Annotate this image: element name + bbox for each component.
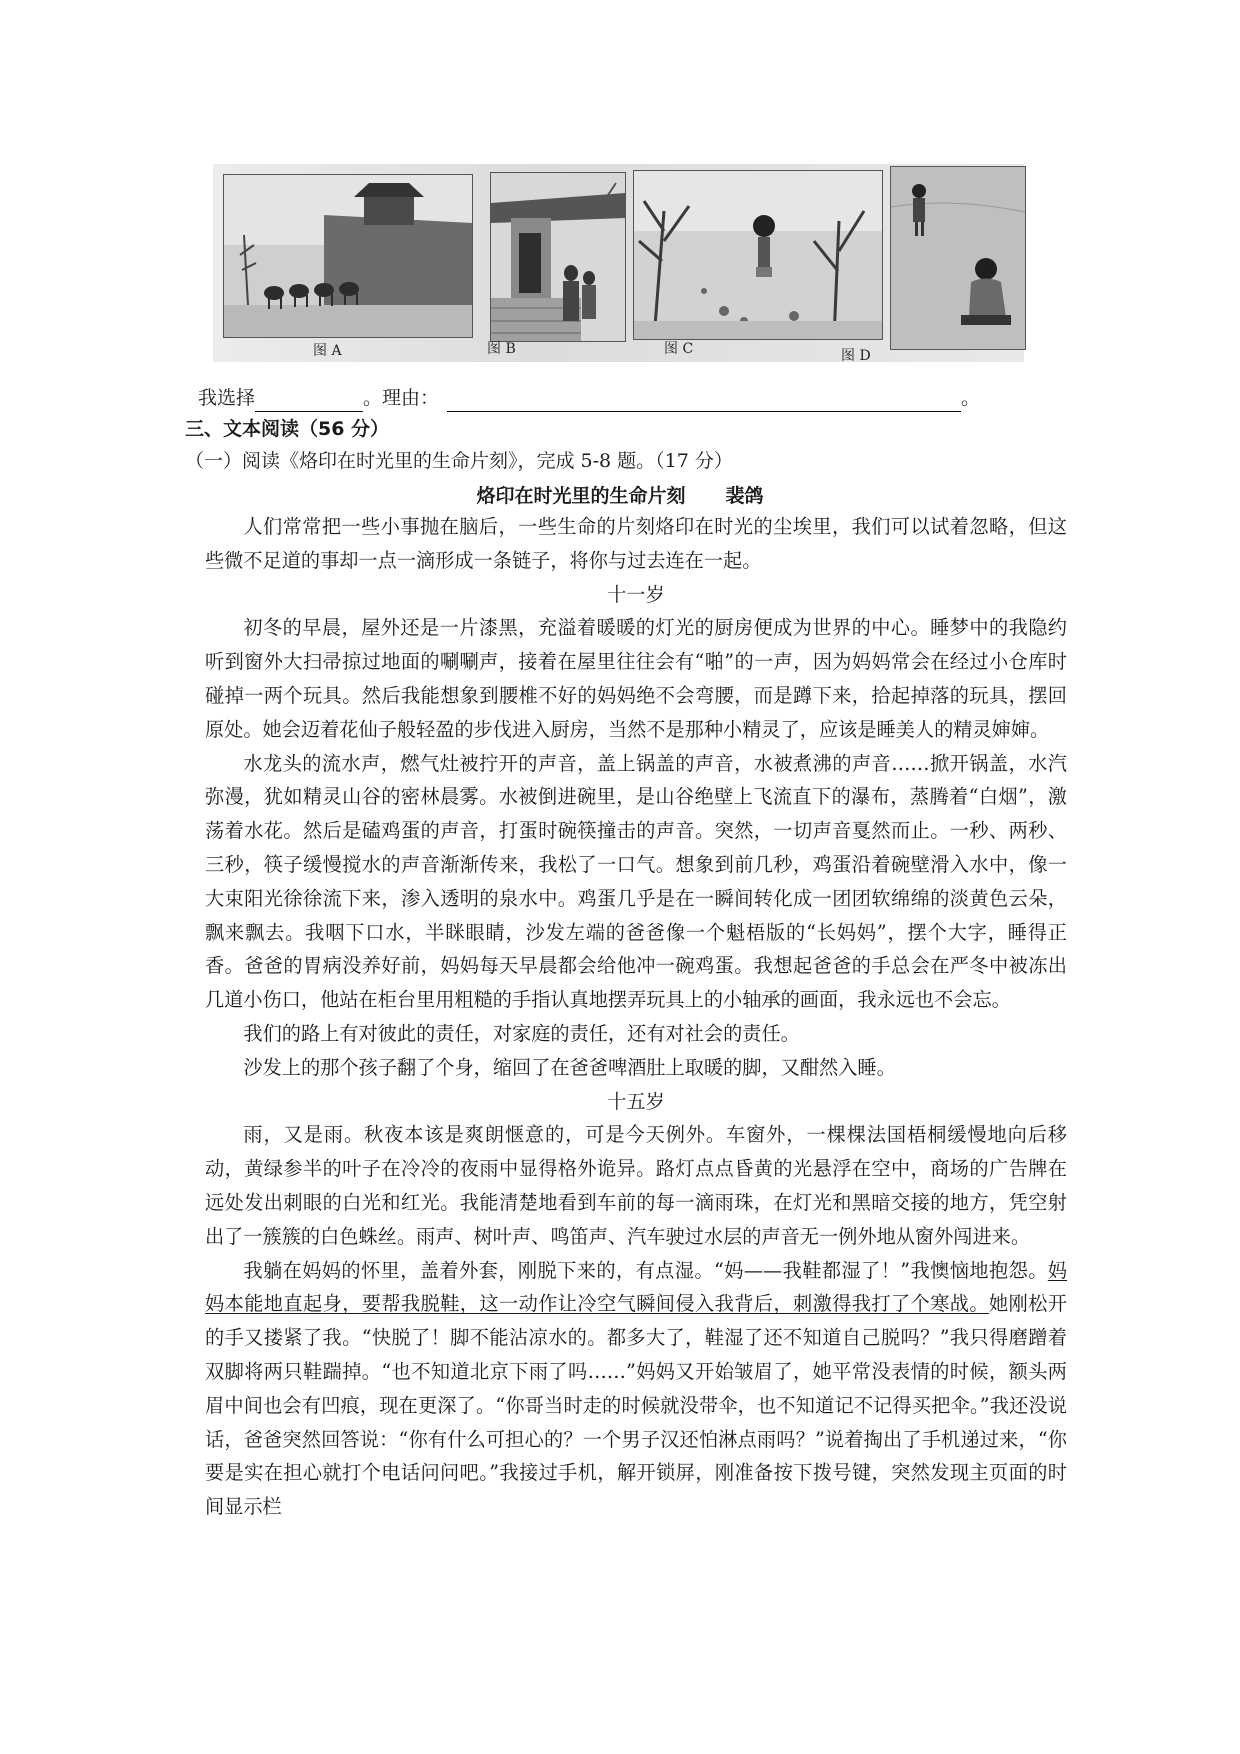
paragraph: 我们的路上有对彼此的责任，对家庭的责任，还有对社会的责任。 bbox=[243, 1021, 800, 1045]
figure-a-caption: 图 A bbox=[313, 343, 342, 359]
text-run: 我躺在妈妈的怀里，盖着外套，刚脱下来的，有点湿。“妈——我鞋都湿了！”我懊恼地抱怨。 bbox=[243, 1258, 1048, 1282]
paragraph bbox=[205, 1254, 1067, 1524]
figure-b-caption: 图 B bbox=[487, 341, 516, 357]
figure-c-caption: 图 C bbox=[664, 341, 694, 357]
article-author: 裴鸽 bbox=[725, 485, 764, 507]
figure-c-image bbox=[633, 170, 883, 340]
choice-blank[interactable] bbox=[255, 391, 363, 412]
reason-blank[interactable] bbox=[447, 391, 961, 412]
text-run: 她刚松开的手又搂紧了我。“快脱了！脚不能沾凉水的。都多大了，鞋湿了还不知道自己脱吗？”我只得磨蹭着双脚将两只鞋踹掉。“也不知道北京下雨了吗……”妈妈又开始皱眉了，她平常没表情的时候，额头两眉中间也会有凹痕，现在更深了。“你哥当时走的时候就没带伞，也不知道记不记得买把伞。”我还没说话，爸爸突然回答说：“你有什么可担心的？一个男子汉还怕淋点雨吗？”说着掏出了手机递过来，“你要是实在担心就打个电话问问吧。”我接过手机，解开锁屏，刚准备按下拨号键，突然发现主页面的时间显示栏 bbox=[205, 1292, 1068, 1519]
figure-a-image bbox=[223, 174, 473, 338]
intro-paragraph: 人们常常把一些小事抛在脑后，一些生命的片刻烙印在时光的尘埃里，我们可以试着忽略，但这些微不足道的事却一点一滴形成一条链子，将你与过去连在一起。 bbox=[205, 515, 1067, 572]
illustration-strip bbox=[213, 164, 1024, 362]
paragraph: 水龙头的流水声，燃气灶被拧开的声音，盖上锅盖的声音，水被煮沸的声音……掀开锅盖，水汽弥漫，犹如精灵山谷的密林晨雾。水被倒进碗里，是山谷绝壁上飞流直下的瀑布，蒸腾着“白烟”，激荡着水花。然后是磕鸡蛋的声音，打蛋时碗筷撞击的声音。突然，一切声音戛然而止。一秒、两秒、三秒，筷子缓慢搅水的声音渐渐传来，我松了一口气。想象到前几秒，鸡蛋沿着碗壁滑入水中，像一大束阳光徐徐流下来，渗入透明的泉水中。鸡蛋几乎是在一瞬间转化成一团团软绵绵的淡黄色云朵，飘来飘去。我咽下口水，半眯眼睛，沙发左端的爸爸像一个魁梧版的“长妈妈”，摆个大字，睡得正香。爸爸的胃病没养好前，妈妈每天早晨都会给他冲一碗鸡蛋。我想起爸爸的手总会在严冬中被冻出几道小伤口，他站在柜台里用粗糙的手指认真地摆弄玩具上的小轴承的画面，我永远也不会忘。 bbox=[205, 751, 1067, 1012]
paragraph: 雨，又是雨。秋夜本该是爽朗惬意的，可是今天例外。车窗外，一棵棵法国梧桐缓慢地向后移动，黄绿参半的叶子在冷冷的夜雨中显得格外诡异。路灯点点昏黄的光悬浮在空中，商场的广告牌在远处发出刺眼的白光和红光。我能清楚地看到车前的每一滴雨珠，在灯光和黑暗交接的地方，凭空射出了一簇簇的白色蛛丝。雨声、树叶声、鸣笛声、汽车驶过水层的声音无一例外地从窗外闯进来。 bbox=[205, 1123, 1067, 1248]
section-heading: 三、文本阅读（56 分） bbox=[185, 418, 390, 440]
choose-label: 我选择 bbox=[198, 387, 256, 409]
article-title-line bbox=[0, 481, 1240, 508]
figure-b-image bbox=[490, 172, 626, 342]
section-subheading: （一）阅读《烙印在时光里的生命片刻》，完成 5-8 题。（17 分） bbox=[185, 450, 733, 472]
section-title-fifteen: 十五岁 bbox=[607, 1089, 665, 1113]
paragraph: 初冬的早晨，屋外还是一片漆黑，充溢着暖暖的灯光的厨房便成为世界的中心。睡梦中的我隐约听到窗外大扫帚掠过地面的唰唰声，接着在屋里往往会有“啪”的一声，因为妈妈常会在经过小仓库时碰掉一两个玩具。然后我能想象到腰椎不好的妈妈绝不会弯腰，而是蹲下来，拾起掉落的玩具，摆回原处。她会迈着花仙子般轻盈的步伐进入厨房，当然不是那种小精灵了，应该是睡美人的精灵婶婶。 bbox=[205, 616, 1067, 741]
section-title-eleven: 十一岁 bbox=[607, 582, 665, 606]
article-body bbox=[205, 510, 1067, 1524]
answer-line bbox=[198, 384, 980, 412]
paragraph: 沙发上的那个孩子翻了个身，缩回了在爸爸啤酒肚上取暖的脚，又酣然入睡。 bbox=[243, 1055, 896, 1079]
answer-end: 。 bbox=[961, 387, 981, 409]
article-title: 烙印在时光里的生命片刻 bbox=[476, 485, 686, 507]
figure-d-caption: 图 D bbox=[841, 348, 871, 364]
underlined-sentence: 妈妈本能地直起身，要帮我脱鞋，这一动作让冷空气瞬间侵入我背后，刺激得我打了个寒战。 bbox=[205, 1258, 1067, 1316]
figure-d-image bbox=[890, 166, 1026, 350]
reason-label: 。理由： bbox=[363, 387, 440, 409]
